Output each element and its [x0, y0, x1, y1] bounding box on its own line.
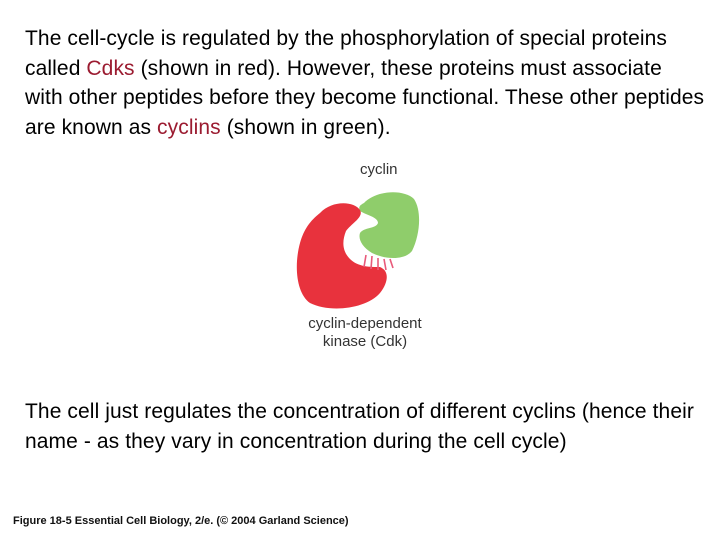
cdk-label-line2: kinase (Cdk)	[322, 333, 408, 350]
cdk-label	[280, 315, 450, 351]
intro-text-2: (shown in red). However, these proteins must associate with other peptides before they become functional. These other peptides are known as	[25, 56, 705, 139]
intro-text-1: The cell-cycle is regulated by the phosphorylation of special proteins called	[25, 27, 668, 80]
concentration-paragraph: The cell just regulates the concentration of different cyclins (hence their name - as they vary in concentration during the cell cycle)	[25, 400, 694, 453]
cdk-label-line1: cyclin-dependent	[308, 315, 422, 332]
intro-paragraph	[25, 24, 705, 142]
intro-text-3: (shown in green).	[220, 115, 391, 139]
highlight-cyclins: cyclins	[157, 115, 221, 139]
cyclin-cdk-figure	[280, 155, 450, 355]
cdk-shape	[297, 203, 387, 308]
cyclin-label: cyclin	[360, 161, 398, 178]
highlight-cdks: Cdks	[86, 56, 135, 80]
figure-caption: Figure 18-5 Essential Cell Biology, 2/e. (© 2004 Garland Science)	[13, 515, 349, 527]
cyclin-shape	[359, 192, 419, 258]
